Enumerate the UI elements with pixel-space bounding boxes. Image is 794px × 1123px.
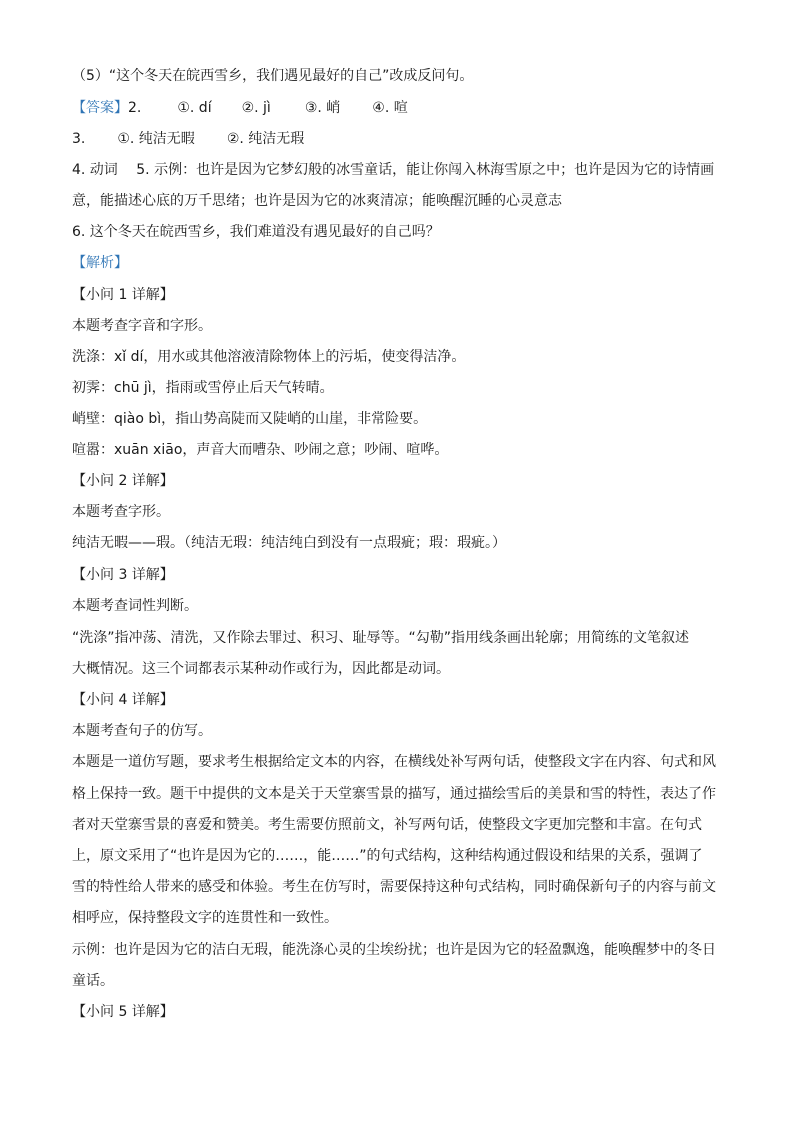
section-3-title: 【小问 3 详解】: [72, 567, 174, 583]
section-1-title: 【小问 1 详解】: [72, 287, 174, 303]
answer-line-6: 6. 这个冬天在皖西雪乡，我们难道没有遇见最好的自己吗？: [72, 224, 440, 240]
section-4-line: 上，原文采用了“也许是因为它的……，能……”的句式结构，这种结构通过假设和结果的关系，强调了: [72, 848, 703, 864]
section-1-line: 峭壁：qiào bì，指山势高陡而又陡峭的山崖，非常险要。: [72, 411, 428, 427]
answer-label: 【答案】: [72, 100, 128, 116]
answer-2-item-1: ①. dí: [177, 100, 212, 116]
answer-2-item-2: ②. jì: [241, 100, 271, 116]
section-4-line: 童话。: [72, 973, 114, 989]
analysis-label: 【解析】: [72, 255, 128, 271]
section-1-line: 本题考查字音和字形。: [72, 318, 212, 334]
section-1-line: 初霁：chū jì，指雨或雪停止后天气转晴。: [72, 380, 334, 396]
answer-line-5: 意，能描述心底的万千思绪；也许是因为它的冰爽清凉；能唤醒沉睡的心灵意志: [72, 193, 562, 209]
answer-line-2: [72, 99, 732, 117]
section-1-line: 洗涤：xǐ dí，用水或其他溶液清除物体上的污垢，使变得洁净。: [72, 349, 466, 365]
answer-2-number: 2.: [128, 100, 142, 116]
section-2-line: 本题考查字形。: [72, 504, 170, 520]
section-1-line: 喧嚣：xuān xiāo，声音大而嘈杂、吵闹之意；吵闹、喧哗。: [72, 442, 449, 458]
section-3-line: 大概情况。这三个词都表示某种动作或行为，因此都是动词。: [72, 661, 450, 677]
section-4-line: 格上保持一致。题干中提供的文本是关于天堂寨雪景的描写，通过描绘雪后的美景和雪的特性，表达了作: [72, 786, 716, 802]
question-5-prompt: （5）“这个冬天在皖西雪乡，我们遇见最好的自己”改成反问句。: [72, 68, 474, 84]
section-4-title: 【小问 4 详解】: [72, 692, 174, 708]
section-3-line: 本题考查词性判断。: [72, 598, 198, 614]
answer-line-3: [72, 130, 732, 148]
answer-line-4: 4. 动词 5. 示例：也许是因为它梦幻般的冰雪童话，能让你闯入林海雪原之中；也许是因为它的诗情画: [72, 162, 715, 178]
answer-3-item-2: ②. 纯洁无瑕: [226, 131, 305, 147]
section-4-line: 示例：也许是因为它的洁白无瑕，能洗涤心灵的尘埃纷扰；也许是因为它的轻盈飘逸，能唤醒梦中的冬日: [72, 942, 716, 958]
section-2-line: 纯洁无暇——瑕。（纯洁无瑕：纯洁纯白到没有一点瑕疵；瑕：瑕疵。）: [72, 535, 506, 551]
answer-2-item-3: ③. 峭: [304, 100, 341, 116]
section-2-title: 【小问 2 详解】: [72, 473, 174, 489]
answer-2-item-4: ④. 喧: [372, 100, 408, 116]
section-4-line: 相呼应，保持整段文字的连贯性和一致性。: [72, 910, 338, 926]
section-4-line: 本题是一道仿写题，要求考生根据给定文本的内容，在横线处补写两句话，使整段文字在内容、句式和风: [72, 754, 716, 770]
section-4-line: 者对天堂寨雪景的喜爱和赞美。考生需要仿照前文，补写两句话，使整段文字更加完整和丰富。在句式: [72, 817, 702, 833]
section-4-line: 本题考查句子的仿写。: [72, 723, 212, 739]
section-5-title: 【小问 5 详解】: [72, 1004, 174, 1020]
answer-3-number: 3.: [72, 131, 86, 147]
section-4-line: 雪的特性给人带来的感受和体验。考生在仿写时，需要保持这种句式结构，同时确保新句子的内容与前文: [72, 879, 716, 895]
answer-3-item-1: ①. 纯洁无暇: [117, 131, 195, 147]
section-3-line: “洗涤”指冲荡、清洗，又作除去罪过、积习、耻辱等。“勾勒”指用线条画出轮廓；用简练的文笔叙述: [72, 630, 690, 646]
